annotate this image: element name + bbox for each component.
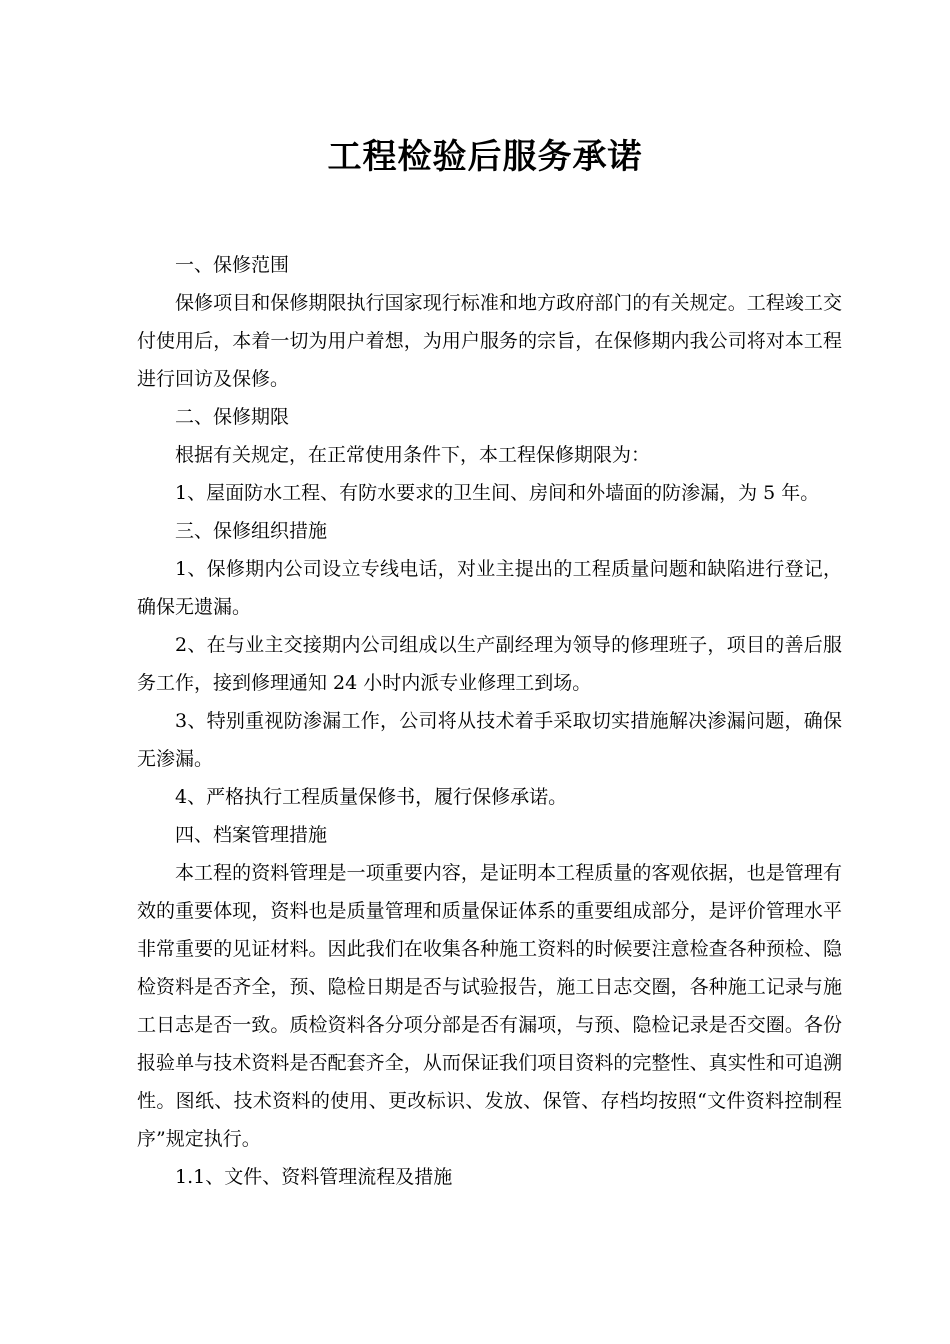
list-item-warranty-certificate: 4、严格执行工程质量保修书，履行保修承诺。 [175,786,568,808]
heading-warranty-organization: 三、保修组织措施 [175,520,328,542]
paragraph-warranty-scope: 保修项目和保修期限执行国家现行标准和地方政府部门的有关规定。工程竣工交付使用后，本着一切为用户着想，为用户服务的宗旨，在保修期内我公司将对本工程进行回访及保修。 [137,292,842,390]
paragraph-warranty-period: 根据有关规定，在正常使用条件下，本工程保修期限为： [175,444,651,466]
list-item-waterproofing: 1、屋面防水工程、有防水要求的卫生间、房间和外墙面的防渗漏，为 5 年。 [175,482,820,504]
heading-document-process: 1.1、文件、资料管理流程及措施 [175,1166,453,1188]
heading-warranty-scope: 一、保修范围 [175,254,290,276]
list-item-repair-team: 2、在与业主交接期内公司组成以生产副经理为领导的修理班子，项目的善后服务工作，接到修理通知 24 小时内派专业修理工到场。 [137,634,842,694]
paragraph-archive-management: 本工程的资料管理是一项重要内容，是证明本工程质量的客观依据，也是管理有效的重要体现，资料也是质量管理和质量保证体系的重要组成部分，是评价管理水平非常重要的见证材料。因此我们在收集各种施工资料的时候要注意检查各种预检、隐检资料是否齐全，预、隐检日期是否与试验报告，施工日志交圈，各种施工记录与施工日志是否一致。质检资料各分项分部是否有漏项，与预、隐检记录是否交圈。各份报验单与技术资料是否配套齐全，从而保证我们项目资料的完整性、真实性和可追溯性。图纸、技术资料的使用、更改标识、发放、保管、存档均按照“文件资料控制程序”规定执行。 [137,862,842,1150]
document-title: 工程检验后服务承诺 [327,137,643,177]
list-item-anti-leakage: 3、特别重视防渗漏工作，公司将从技术着手采取切实措施解决渗漏问题，确保无渗漏。 [137,710,842,770]
heading-warranty-period: 二、保修期限 [175,406,290,428]
document-body [137,246,842,1196]
list-item-hotline: 1、保修期内公司设立专线电话，对业主提出的工程质量问题和缺陷进行登记，确保无遗漏。 [137,558,842,618]
heading-archive-management: 四、档案管理措施 [175,824,328,846]
